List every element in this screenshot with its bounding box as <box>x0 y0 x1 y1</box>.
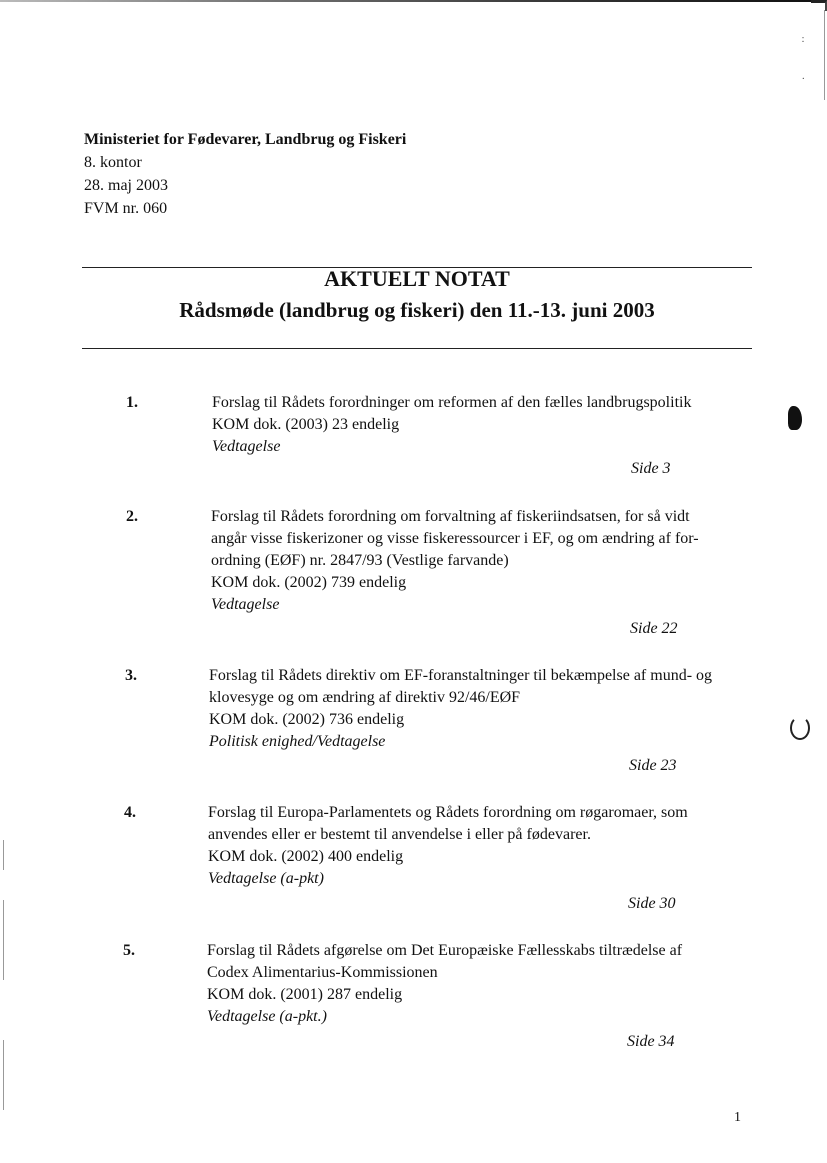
scan-left-edge-mark <box>3 900 4 980</box>
document-title: AKTUELT NOTAT <box>324 266 510 291</box>
item-body <box>211 506 731 616</box>
item-text-line: ordning (EØF) nr. 2847/93 (Vestlige farvande) <box>211 552 509 569</box>
item-number: 4. <box>124 804 136 821</box>
item-body <box>209 665 729 753</box>
ministry-name: Ministeriet for Fødevarer, Landbrug og Fiskeri <box>84 131 407 148</box>
item-number: 3. <box>125 667 137 684</box>
office-name: 8. kontor <box>84 154 142 171</box>
item-text-line: anvendes eller er bestemt til anvendelse i eller på fødevarer. <box>208 826 591 843</box>
item-page-ref: Side 23 <box>629 757 677 774</box>
scan-specks: : · <box>801 34 805 85</box>
scan-right-edge <box>824 10 825 100</box>
item-status: Vedtagelse <box>212 438 281 455</box>
scan-top-edge <box>0 0 815 2</box>
item-number: 1. <box>126 394 138 411</box>
document-reference: FVM nr. 060 <box>84 200 168 217</box>
item-text-line: KOM dok. (2003) 23 endelig <box>212 416 400 433</box>
item-page-ref: Side 34 <box>627 1033 675 1050</box>
document-subtitle: Rådsmøde (landbrug og fiskeri) den 11.-13. juni 2003 <box>179 298 655 322</box>
item-page-ref: Side 30 <box>628 895 676 912</box>
item-status: Vedtagelse (a-pkt.) <box>207 1008 327 1025</box>
item-number: 5. <box>123 942 135 959</box>
item-text-line: KOM dok. (2002) 400 endelig <box>208 848 404 865</box>
item-text-line: Forslag til Rådets forordning om forvaltning af fiskeriindsatsen, for så vidt <box>211 508 690 525</box>
title-rule-bottom <box>82 348 752 349</box>
document-date: 28. maj 2003 <box>84 177 168 194</box>
item-body <box>212 392 732 458</box>
item-body <box>208 802 728 890</box>
scan-ink-blot <box>788 406 802 430</box>
page-number: 1 <box>734 1110 741 1125</box>
item-status: Vedtagelse (a-pkt) <box>208 870 324 887</box>
item-text-line: klovesyge og om ændring af direktiv 92/46/EØF <box>209 689 521 706</box>
sender-block <box>84 128 406 220</box>
item-text-line: Forslag til Rådets afgørelse om Det Europæiske Fællesskabs tiltrædelse af <box>207 942 683 959</box>
item-text-line: KOM dok. (2002) 739 endelig <box>211 574 407 591</box>
item-text-line: Forslag til Rådets forordninger om reformen af den fælles landbrugspolitik <box>212 394 692 411</box>
item-text-line: Forslag til Rådets direktiv om EF-foranstaltninger til bekæmpelse af mund- og <box>209 667 713 684</box>
item-text-line: Forslag til Europa-Parlamentets og Rådets forordning om røgaromaer, som <box>208 804 688 821</box>
item-text-line: Codex Alimentarius-Kommissionen <box>207 964 438 981</box>
item-number: 2. <box>126 508 138 525</box>
scan-left-edge-mark <box>3 1040 4 1110</box>
item-page-ref: Side 3 <box>631 460 671 477</box>
item-status: Vedtagelse <box>211 596 280 613</box>
item-page-ref: Side 22 <box>630 620 678 637</box>
scan-hole-punch-mark <box>790 716 810 740</box>
item-body <box>207 940 727 1028</box>
scan-left-edge-mark <box>3 840 4 870</box>
item-text-line: angår visse fiskerizoner og visse fiskeressourcer i EF, og om ændring af for- <box>211 530 699 547</box>
item-text-line: KOM dok. (2001) 287 endelig <box>207 986 403 1003</box>
item-text-line: KOM dok. (2002) 736 endelig <box>209 711 405 728</box>
item-status: Politisk enighed/Vedtagelse <box>209 733 386 750</box>
